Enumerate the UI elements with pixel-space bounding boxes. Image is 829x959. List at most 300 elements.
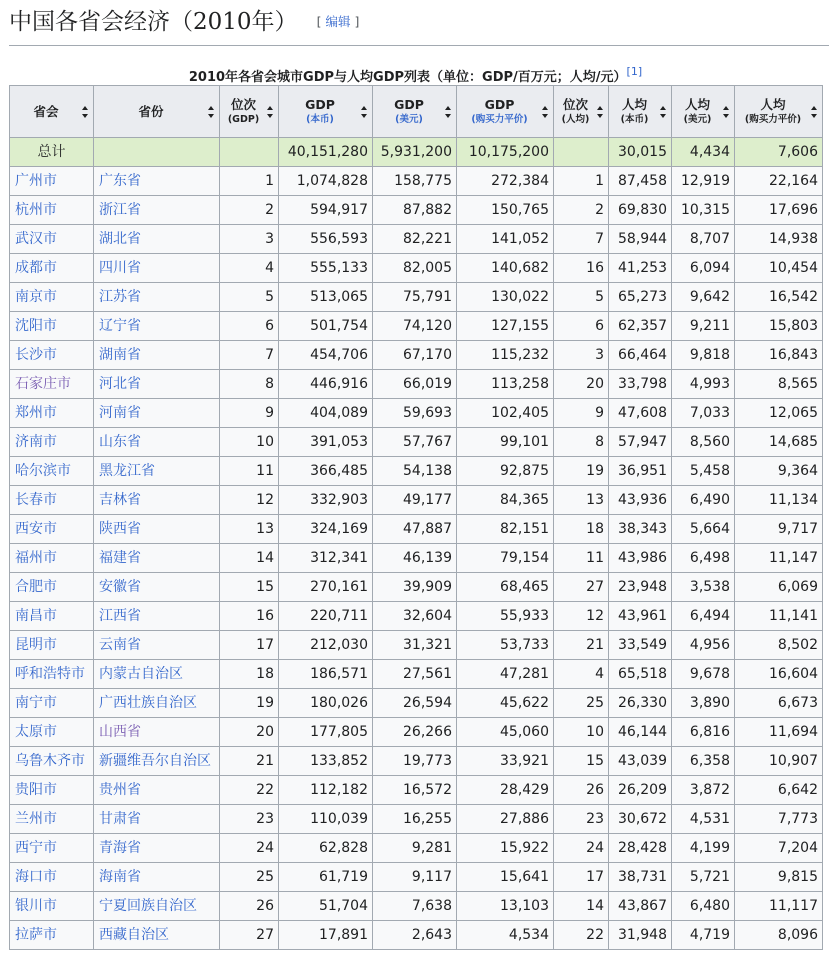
gdp-ppp-cell: 68,465	[457, 573, 554, 602]
gdp-ppp-cell: 47,281	[457, 660, 554, 689]
province-cell	[94, 863, 220, 892]
header-label: GDP	[484, 97, 515, 112]
pc-cny-cell: 33,549	[609, 631, 672, 660]
capital-link[interactable]: 银川市	[15, 898, 57, 914]
pc-ppp-cell: 8,502	[735, 631, 823, 660]
capital-cell	[10, 196, 94, 225]
pc-cny-cell: 65,273	[609, 283, 672, 312]
gdp-ppp-cell: 15,641	[457, 863, 554, 892]
header-sublabel: (人均)	[561, 114, 590, 125]
province-link[interactable]: 福建省	[99, 550, 141, 566]
capital-link[interactable]: 南京市	[15, 289, 57, 305]
table-row	[10, 892, 823, 921]
capital-cell	[10, 515, 94, 544]
pc-cny-cell: 87,458	[609, 167, 672, 196]
pc-usd-cell: 8,560	[672, 428, 735, 457]
gdp-cny-cell: 112,182	[279, 776, 373, 805]
gdp-cny-cell: 324,169	[279, 515, 373, 544]
gdp-usd-cell: 2,643	[373, 921, 457, 950]
gdp-usd-cell: 9,117	[373, 863, 457, 892]
gdp-usd-cell: 39,909	[373, 573, 457, 602]
rank-gdp-cell: 7	[220, 341, 279, 370]
pc-usd-cell: 6,358	[672, 747, 735, 776]
sort-arrows-icon[interactable]	[361, 106, 368, 118]
table-caption: 2010年各省会城市GDP与人均GDP列表（单位：GDP/百万元；人均/元）[1]	[188, 65, 643, 85]
reference-link[interactable]: [1]	[626, 65, 643, 78]
gdp-usd-cell: 26,266	[373, 718, 457, 747]
province-cell	[94, 196, 220, 225]
pc-usd-cell: 12,919	[672, 167, 735, 196]
rank-pc-cell: 3	[554, 341, 609, 370]
capital-link[interactable]: 南宁市	[15, 695, 57, 711]
gdp-cny-cell: 1,074,828	[279, 167, 373, 196]
pc-cny-cell: 47,608	[609, 399, 672, 428]
table-row	[10, 486, 823, 515]
capital-link[interactable]: 西安市	[15, 521, 57, 537]
capital-link[interactable]: 拉萨市	[15, 927, 57, 943]
pc-usd-cell: 10,315	[672, 196, 735, 225]
pc-usd-cell: 6,494	[672, 602, 735, 631]
province-link[interactable]: 陕西省	[99, 521, 141, 537]
pc-usd-cell: 4,531	[672, 805, 735, 834]
capital-link[interactable]: 昆明市	[15, 637, 57, 653]
pc-cny-cell: 66,464	[609, 341, 672, 370]
header-sublabel: (本币)	[620, 114, 649, 125]
total-label: 总计	[10, 138, 94, 167]
gdp-usd-cell: 75,791	[373, 283, 457, 312]
rank-pc-cell: 2	[554, 196, 609, 225]
gdp-usd-cell: 66,019	[373, 370, 457, 399]
column-header-pc-cny[interactable]	[609, 86, 672, 138]
section-heading	[9, 6, 829, 46]
rank-gdp-cell: 4	[220, 254, 279, 283]
pc-usd-cell: 8,707	[672, 225, 735, 254]
capital-link[interactable]: 成都市	[15, 260, 57, 276]
pc-cny-cell: 57,947	[609, 428, 672, 457]
province-cell	[94, 486, 220, 515]
rank-pc-cell: 5	[554, 283, 609, 312]
capital-link[interactable]: 贵阳市	[15, 782, 57, 798]
gdp-ppp-cell: 33,921	[457, 747, 554, 776]
province-link[interactable]: 山西省	[99, 724, 141, 740]
capital-link[interactable]: 哈尔滨市	[15, 463, 71, 479]
gdp-ppp-cell: 92,875	[457, 457, 554, 486]
rank-gdp-cell: 1	[220, 167, 279, 196]
table-row	[10, 515, 823, 544]
province-cell	[94, 399, 220, 428]
column-header-rank-pc[interactable]	[554, 86, 609, 138]
total-pc-usd: 4,434	[672, 138, 735, 167]
pc-cny-cell: 43,986	[609, 544, 672, 573]
gdp-usd-cell: 82,221	[373, 225, 457, 254]
province-cell	[94, 312, 220, 341]
gdp-ppp-cell: 150,765	[457, 196, 554, 225]
province-link[interactable]: 黑龙江省	[99, 463, 155, 479]
capital-cell	[10, 834, 94, 863]
table-row	[10, 457, 823, 486]
rank-pc-cell: 22	[554, 921, 609, 950]
table-row	[10, 341, 823, 370]
capital-link[interactable]: 长春市	[15, 492, 57, 508]
header-sublabel[interactable]: (本币)	[306, 114, 334, 125]
pc-usd-cell: 6,498	[672, 544, 735, 573]
capital-link[interactable]: 南昌市	[15, 608, 57, 624]
rank-gdp-cell: 18	[220, 660, 279, 689]
table-row	[10, 863, 823, 892]
total-gdp-ppp: 10,175,200	[457, 138, 554, 167]
capital-cell	[10, 254, 94, 283]
pc-cny-cell: 43,039	[609, 747, 672, 776]
capital-link[interactable]: 合肥市	[15, 579, 57, 595]
pc-ppp-cell: 9,717	[735, 515, 823, 544]
province-link[interactable]: 青海省	[99, 840, 141, 856]
gdp-cny-cell: 51,704	[279, 892, 373, 921]
column-header-gdp-ppp[interactable]	[457, 86, 554, 138]
pc-cny-cell: 43,936	[609, 486, 672, 515]
sort-arrows-icon[interactable]	[660, 106, 667, 118]
capital-cell	[10, 602, 94, 631]
province-cell	[94, 660, 220, 689]
pc-usd-cell: 4,993	[672, 370, 735, 399]
capital-link[interactable]: 沈阳市	[15, 318, 57, 334]
rank-pc-cell: 12	[554, 602, 609, 631]
total-rank-gdp	[220, 138, 279, 167]
table-row	[10, 660, 823, 689]
sort-arrows-icon[interactable]	[445, 106, 452, 118]
gdp-usd-cell: 87,882	[373, 196, 457, 225]
gdp-cny-cell: 62,828	[279, 834, 373, 863]
capital-cell	[10, 225, 94, 254]
capital-link[interactable]: 杭州市	[15, 202, 57, 218]
capital-link[interactable]: 广州市	[15, 173, 57, 189]
gdp-ppp-cell: 99,101	[457, 428, 554, 457]
capital-cell	[10, 892, 94, 921]
rank-pc-cell: 6	[554, 312, 609, 341]
gdp-ppp-cell: 141,052	[457, 225, 554, 254]
gdp-cny-cell: 454,706	[279, 341, 373, 370]
gdp-ppp-cell: 84,365	[457, 486, 554, 515]
pc-usd-cell: 7,033	[672, 399, 735, 428]
capital-cell	[10, 544, 94, 573]
pc-cny-cell: 26,330	[609, 689, 672, 718]
column-header-gdp-cny[interactable]	[279, 86, 373, 138]
gdp-usd-cell: 46,139	[373, 544, 457, 573]
total-pc-cny: 30,015	[609, 138, 672, 167]
gdp-cny-cell: 110,039	[279, 805, 373, 834]
province-cell	[94, 631, 220, 660]
gdp-ppp-cell: 28,429	[457, 776, 554, 805]
rank-gdp-cell: 14	[220, 544, 279, 573]
gdp-usd-cell: 57,767	[373, 428, 457, 457]
gdp-cny-cell: 186,571	[279, 660, 373, 689]
capital-cell	[10, 776, 94, 805]
pc-cny-cell: 41,253	[609, 254, 672, 283]
pc-ppp-cell: 16,843	[735, 341, 823, 370]
table-row	[10, 283, 823, 312]
gdp-usd-cell: 27,561	[373, 660, 457, 689]
gdp-usd-cell: 59,693	[373, 399, 457, 428]
rank-pc-cell: 11	[554, 544, 609, 573]
province-link[interactable]: 江苏省	[99, 289, 141, 305]
pc-ppp-cell: 7,773	[735, 805, 823, 834]
province-cell	[94, 776, 220, 805]
rank-pc-cell: 19	[554, 457, 609, 486]
header-sublabel: (美元)	[683, 114, 712, 125]
sort-arrows-icon[interactable]	[597, 106, 604, 118]
province-cell	[94, 892, 220, 921]
table-row	[10, 805, 823, 834]
province-link[interactable]: 云南省	[99, 637, 141, 653]
province-link[interactable]: 江西省	[99, 608, 141, 624]
rank-gdp-cell: 9	[220, 399, 279, 428]
gdp-ppp-cell: 13,103	[457, 892, 554, 921]
province-link[interactable]: 新疆维吾尔自治区	[99, 753, 211, 769]
pc-cny-cell: 58,944	[609, 225, 672, 254]
gdp-ppp-cell: 272,384	[457, 167, 554, 196]
pc-ppp-cell: 9,364	[735, 457, 823, 486]
pc-cny-cell: 38,731	[609, 863, 672, 892]
province-cell	[94, 573, 220, 602]
rank-gdp-cell: 25	[220, 863, 279, 892]
pc-ppp-cell: 11,694	[735, 718, 823, 747]
pc-cny-cell: 23,948	[609, 573, 672, 602]
pc-cny-cell: 31,948	[609, 921, 672, 950]
capital-link[interactable]: 济南市	[15, 434, 57, 450]
capital-cell	[10, 689, 94, 718]
column-header-pc-usd[interactable]	[672, 86, 735, 138]
gdp-cny-cell: 61,719	[279, 863, 373, 892]
province-cell	[94, 428, 220, 457]
province-link[interactable]: 河北省	[99, 376, 141, 392]
province-link[interactable]: 湖南省	[99, 347, 141, 363]
gdp-cny-cell: 404,089	[279, 399, 373, 428]
rank-gdp-cell: 10	[220, 428, 279, 457]
edit-section: [ 编辑 ]	[316, 14, 360, 29]
capital-cell	[10, 573, 94, 602]
column-header-capital[interactable]	[10, 86, 94, 138]
province-link[interactable]: 辽宁省	[99, 318, 141, 334]
pc-cny-cell: 62,357	[609, 312, 672, 341]
header-label: 省会	[33, 104, 59, 119]
rank-gdp-cell: 23	[220, 805, 279, 834]
column-header-rank-gdp[interactable]	[220, 86, 279, 138]
sort-arrows-icon[interactable]	[267, 106, 274, 118]
province-link[interactable]: 湖北省	[99, 231, 141, 247]
pc-ppp-cell: 16,604	[735, 660, 823, 689]
pc-usd-cell: 3,538	[672, 573, 735, 602]
province-link[interactable]: 广西壮族自治区	[99, 695, 197, 711]
pc-usd-cell: 3,872	[672, 776, 735, 805]
gdp-usd-cell: 16,572	[373, 776, 457, 805]
gdp-ppp-cell: 45,060	[457, 718, 554, 747]
province-cell	[94, 167, 220, 196]
rank-pc-cell: 27	[554, 573, 609, 602]
rank-gdp-cell: 20	[220, 718, 279, 747]
page-title: 中国各省会经济（2010年）	[9, 9, 298, 35]
capital-link[interactable]: 长沙市	[15, 347, 57, 363]
rank-gdp-cell: 21	[220, 747, 279, 776]
gdp-cny-cell: 556,593	[279, 225, 373, 254]
province-link[interactable]: 甘肃省	[99, 811, 141, 827]
capital-link[interactable]: 呼和浩特市	[15, 666, 85, 682]
pc-ppp-cell: 11,147	[735, 544, 823, 573]
rank-pc-cell: 24	[554, 834, 609, 863]
rank-pc-cell: 23	[554, 805, 609, 834]
sort-arrows-icon[interactable]	[82, 106, 89, 118]
capital-link[interactable]: 乌鲁木齐市	[15, 753, 85, 769]
province-cell	[94, 283, 220, 312]
gdp-usd-cell: 26,594	[373, 689, 457, 718]
gdp-ppp-cell: 113,258	[457, 370, 554, 399]
province-cell	[94, 457, 220, 486]
total-gdp-cny: 40,151,280	[279, 138, 373, 167]
rank-gdp-cell: 12	[220, 486, 279, 515]
sort-arrows-icon[interactable]	[208, 106, 215, 118]
capital-link[interactable]: 郑州市	[15, 405, 57, 421]
pc-usd-cell: 6,490	[672, 486, 735, 515]
rank-gdp-cell: 19	[220, 689, 279, 718]
capital-cell	[10, 341, 94, 370]
gdp-cny-cell: 212,030	[279, 631, 373, 660]
gdp-usd-cell: 32,604	[373, 602, 457, 631]
gdp-cny-cell: 177,805	[279, 718, 373, 747]
gdp-usd-cell: 9,281	[373, 834, 457, 863]
gdp-ppp-cell: 4,534	[457, 921, 554, 950]
gdp-ppp-cell: 82,151	[457, 515, 554, 544]
rank-pc-cell: 16	[554, 254, 609, 283]
province-cell	[94, 370, 220, 399]
rank-pc-cell: 21	[554, 631, 609, 660]
sort-arrows-icon[interactable]	[723, 106, 730, 118]
province-cell	[94, 834, 220, 863]
gdp-cny-cell: 594,917	[279, 196, 373, 225]
sort-arrows-icon[interactable]	[811, 106, 818, 118]
table-row	[10, 921, 823, 950]
capital-cell	[10, 283, 94, 312]
gdp-cny-cell: 555,133	[279, 254, 373, 283]
province-link[interactable]: 海南省	[99, 869, 141, 885]
gdp-usd-cell: 7,638	[373, 892, 457, 921]
gdp-usd-cell: 158,775	[373, 167, 457, 196]
column-header-province[interactable]	[94, 86, 220, 138]
sort-arrows-icon[interactable]	[542, 106, 549, 118]
gdp-cny-cell: 513,065	[279, 283, 373, 312]
pc-cny-cell: 33,798	[609, 370, 672, 399]
table-row	[10, 225, 823, 254]
pc-usd-cell: 5,664	[672, 515, 735, 544]
province-cell	[94, 805, 220, 834]
gdp-cny-cell: 446,916	[279, 370, 373, 399]
header-sublabel: (购买力平价)	[744, 114, 802, 125]
province-link[interactable]: 河南省	[99, 405, 141, 421]
capital-cell	[10, 921, 94, 950]
gdp-ppp-cell: 102,405	[457, 399, 554, 428]
province-link[interactable]: 西藏自治区	[99, 927, 169, 943]
header-row	[10, 86, 823, 138]
province-link[interactable]: 吉林省	[99, 492, 141, 508]
capital-cell	[10, 399, 94, 428]
rank-gdp-cell: 24	[220, 834, 279, 863]
capital-link[interactable]: 福州市	[15, 550, 57, 566]
capital-link[interactable]: 海口市	[15, 869, 57, 885]
pc-usd-cell: 6,094	[672, 254, 735, 283]
gdp-table	[9, 85, 823, 950]
pc-cny-cell: 28,428	[609, 834, 672, 863]
province-link[interactable]: 贵州省	[99, 782, 141, 798]
province-link[interactable]: 山东省	[99, 434, 141, 450]
pc-ppp-cell: 12,065	[735, 399, 823, 428]
province-cell	[94, 747, 220, 776]
column-header-pc-ppp[interactable]	[735, 86, 823, 138]
rank-gdp-cell: 8	[220, 370, 279, 399]
rank-gdp-cell: 5	[220, 283, 279, 312]
pc-usd-cell: 9,818	[672, 341, 735, 370]
capital-cell	[10, 486, 94, 515]
province-link[interactable]: 浙江省	[99, 202, 141, 218]
capital-link[interactable]: 石家庄市	[15, 376, 71, 392]
capital-link[interactable]: 西宁市	[15, 840, 57, 856]
table-row	[10, 631, 823, 660]
gdp-ppp-cell: 55,933	[457, 602, 554, 631]
province-cell	[94, 718, 220, 747]
pc-ppp-cell: 17,696	[735, 196, 823, 225]
gdp-cny-cell: 501,754	[279, 312, 373, 341]
capital-link[interactable]: 太原市	[15, 724, 57, 740]
capital-link[interactable]: 兰州市	[15, 811, 57, 827]
header-sublabel[interactable]: (购买力平价)	[471, 114, 528, 125]
capital-link[interactable]: 武汉市	[15, 231, 57, 247]
column-header-gdp-usd[interactable]	[373, 86, 457, 138]
rank-pc-cell: 9	[554, 399, 609, 428]
pc-ppp-cell: 11,141	[735, 602, 823, 631]
gdp-usd-cell: 19,773	[373, 747, 457, 776]
rank-gdp-cell: 11	[220, 457, 279, 486]
total-row	[10, 138, 823, 167]
capital-cell	[10, 863, 94, 892]
province-link[interactable]: 宁夏回族自治区	[99, 898, 197, 914]
pc-usd-cell: 4,719	[672, 921, 735, 950]
gdp-ppp-cell: 140,682	[457, 254, 554, 283]
gdp-ppp-cell: 53,733	[457, 631, 554, 660]
province-link[interactable]: 四川省	[99, 260, 141, 276]
pc-usd-cell: 5,721	[672, 863, 735, 892]
header-label: 人均	[760, 97, 786, 112]
pc-ppp-cell: 10,907	[735, 747, 823, 776]
header-label: GDP	[305, 97, 335, 112]
edit-link[interactable]: 编辑	[325, 14, 351, 29]
pc-usd-cell: 9,678	[672, 660, 735, 689]
pc-cny-cell: 65,518	[609, 660, 672, 689]
table-row	[10, 718, 823, 747]
province-link[interactable]: 广东省	[99, 173, 141, 189]
province-link[interactable]: 安徽省	[99, 579, 141, 595]
table-row	[10, 747, 823, 776]
rank-gdp-cell: 26	[220, 892, 279, 921]
pc-ppp-cell: 14,685	[735, 428, 823, 457]
capital-cell	[10, 457, 94, 486]
header-sublabel[interactable]: (美元)	[395, 114, 423, 125]
gdp-usd-cell: 31,321	[373, 631, 457, 660]
pc-cny-cell: 26,209	[609, 776, 672, 805]
pc-ppp-cell: 8,565	[735, 370, 823, 399]
header-label: 位次	[230, 97, 256, 112]
pc-cny-cell: 69,830	[609, 196, 672, 225]
rank-pc-cell: 4	[554, 660, 609, 689]
gdp-usd-cell: 49,177	[373, 486, 457, 515]
rank-pc-cell: 13	[554, 486, 609, 515]
pc-ppp-cell: 10,454	[735, 254, 823, 283]
province-link[interactable]: 内蒙古自治区	[99, 666, 183, 682]
